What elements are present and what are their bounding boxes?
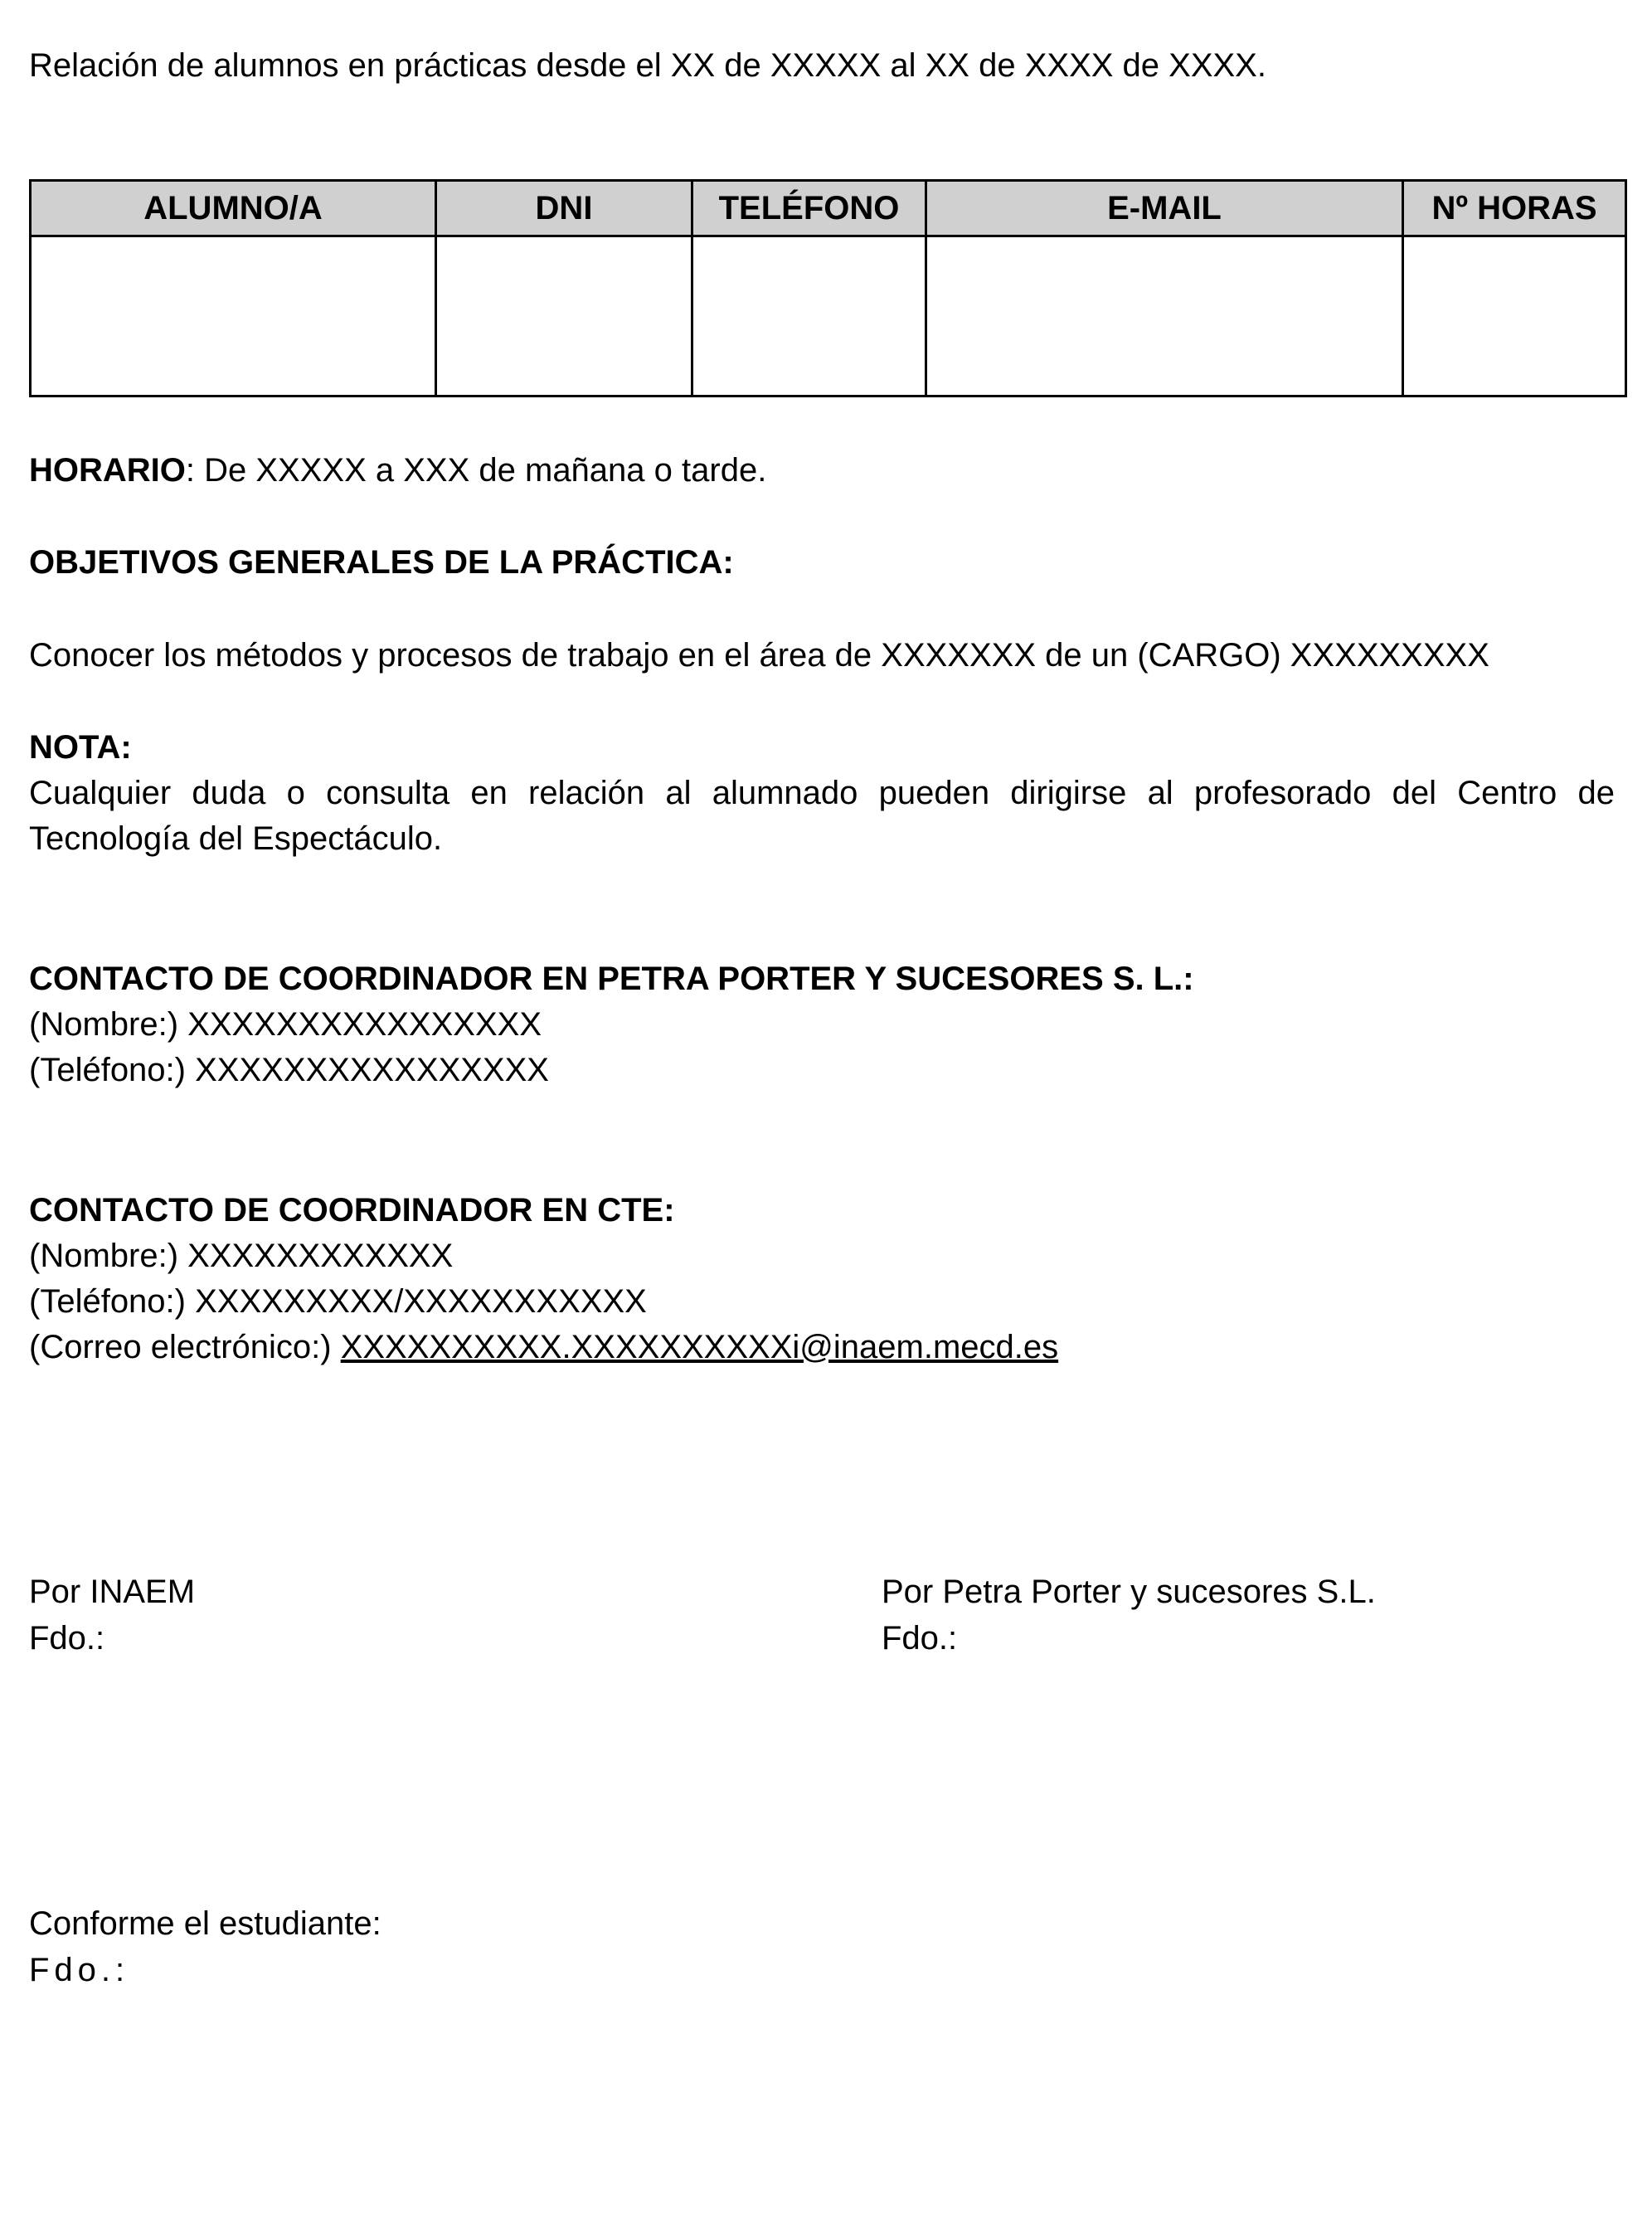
objetivos-text: Conocer los métodos y procesos de trabajo en el área de XXXXXXX de un (CARGO) XXXXXXXXX (29, 637, 1489, 674)
table-header-row (31, 181, 1626, 236)
firma-inaem-label: Por INAEM (29, 1574, 196, 1610)
contacto-cte-nombre: (Nombre:) XXXXXXXXXXXX (29, 1238, 454, 1274)
contacto-empresa-telefono: (Teléfono:) XXXXXXXXXXXXXXXX (29, 1052, 549, 1088)
firma-empresa-fdo: Fdo.: (882, 1620, 958, 1657)
horario-text: : De XXXXX a XXX de mañana o tarde. (185, 452, 767, 489)
header-horas: Nº HORAS (1403, 181, 1626, 236)
cell-email[interactable] (926, 236, 1403, 397)
correo-link[interactable]: XXXXXXXXXX.XXXXXXXXXXi@inaem.mecd.es (340, 1329, 1059, 1365)
cell-alumno[interactable] (31, 236, 436, 397)
firma-estudiante-fdo: Fdo.: (29, 1952, 130, 1988)
firma-empresa-label: Por Petra Porter y sucesores S.L. (882, 1574, 1376, 1610)
nota-heading: NOTA: (29, 729, 132, 766)
contacto-empresa-heading: CONTACTO DE COORDINADOR EN PETRA PORTER Y SUCESORES S. L.: (29, 961, 1194, 997)
firma-estudiante-label: Conforme el estudiante: (29, 1905, 381, 1942)
objetivos-heading: OBJETIVOS GENERALES DE LA PRÁCTICA: (29, 544, 734, 581)
correo-label: (Correo electrónico:) (29, 1329, 341, 1365)
cell-horas[interactable] (1403, 236, 1626, 397)
header-alumno: ALUMNO/A (31, 181, 436, 236)
contacto-cte-correo (29, 1325, 1058, 1370)
cell-telefono[interactable] (692, 236, 926, 397)
header-email: E-MAIL (926, 181, 1403, 236)
contacto-cte-heading: CONTACTO DE COORDINADOR EN CTE: (29, 1192, 675, 1228)
students-table (29, 179, 1627, 397)
intro-text: Relación de alumnos en prácticas desde el XX de XXXXX al XX de XXXX de XXXX. (29, 47, 1266, 84)
header-dni: DNI (436, 181, 692, 236)
horario-line (29, 448, 766, 493)
contacto-empresa-nombre: (Nombre:) XXXXXXXXXXXXXXXX (29, 1006, 542, 1043)
header-telefono: TELÉFONO (692, 181, 926, 236)
horario-label: HORARIO (29, 452, 186, 489)
firma-inaem-fdo: Fdo.: (29, 1620, 105, 1657)
contacto-cte-telefono: (Teléfono:) XXXXXXXXX/XXXXXXXXXXX (29, 1283, 647, 1320)
cell-dni[interactable] (436, 236, 692, 397)
table-row (31, 236, 1626, 397)
nota-text: Cualquier duda o consulta en relación al alumnado pueden dirigirse al profesorado del Centro de Tecnología del Espectáculo. (29, 775, 1615, 857)
